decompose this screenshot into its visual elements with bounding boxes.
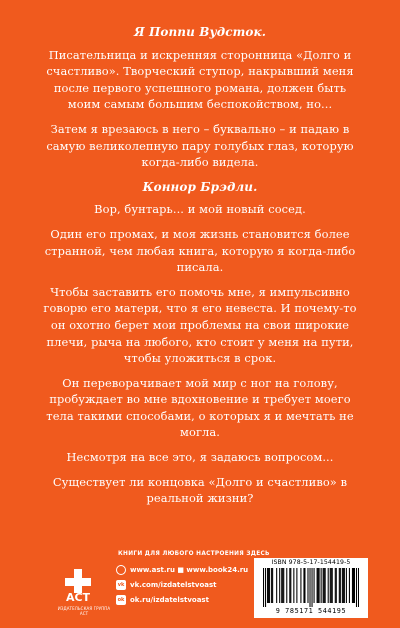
barcode-bar <box>314 568 315 603</box>
barcode-bar <box>281 568 282 603</box>
barcode-bar <box>336 568 337 603</box>
heading-line: Я Поппи Вудсток. <box>133 25 267 39</box>
barcode-bar <box>304 568 305 603</box>
barcode-bar <box>263 568 264 607</box>
barcode-bar <box>335 568 336 603</box>
vk-icon: vk <box>117 581 125 588</box>
barcode-bar <box>330 568 331 603</box>
publisher-links <box>116 562 266 607</box>
publisher-footer <box>54 560 254 616</box>
barcode-digits: 9 785171 544195 <box>275 607 347 615</box>
barcode-bar <box>318 568 319 603</box>
annotation-text <box>40 24 360 515</box>
body-paragraph: Он переворачивает мой мир с ног на голову, пробуждает во мне вдохновение и требует моего тела такими способами, о которых я и мечтать не могла. <box>46 375 354 440</box>
barcode-bar <box>328 568 329 603</box>
publisher-link[interactable] <box>116 577 266 592</box>
barcode-bar <box>332 568 333 603</box>
barcode-bar <box>343 568 344 603</box>
barcode-bar <box>290 568 291 603</box>
barcode-bar <box>346 568 347 603</box>
publisher-link[interactable] <box>116 592 266 607</box>
barcode-bar <box>353 568 354 603</box>
barcode-bar <box>293 568 294 603</box>
barcode-bar <box>358 568 359 607</box>
heading-line: Коннор Брэдли. <box>142 179 258 194</box>
barcode-bar <box>272 568 273 603</box>
barcode-bar <box>356 568 357 607</box>
body-paragraph: Затем я врезаюсь в него – буквально – и падаю в самую великолепную пару голубых глаз, которую когда-либо видела. <box>46 121 354 170</box>
barcode-bar <box>349 568 350 603</box>
body-paragraph: Вор, бунтарь... и мой новый сосед. <box>94 202 306 217</box>
barcode-bar <box>296 568 297 603</box>
body-paragraph: Один его промах, и моя жизнь становится более странной, чем любая книга, которую я когда-либо писала. <box>44 226 356 275</box>
barcode-bar <box>324 568 325 603</box>
barcode-bar <box>323 568 324 603</box>
barcode-panel <box>254 558 368 618</box>
barcode-bar <box>267 568 268 603</box>
barcode-bar <box>317 568 318 603</box>
publisher-link-text: www.ast.ru ■ www.book24.ru <box>130 565 249 574</box>
barcode-bar <box>331 568 332 603</box>
publisher-link[interactable] <box>116 562 266 577</box>
barcode <box>263 568 359 607</box>
publisher-link-text: ok.ru/izdatelstvoast <box>130 595 209 604</box>
publisher-link-text: vk.com/izdatelstvoast <box>130 580 217 589</box>
barcode-bar <box>283 568 284 603</box>
globe-icon <box>116 565 126 575</box>
barcode-bar <box>271 568 272 603</box>
barcode-bar <box>286 568 287 603</box>
barcode-bar <box>321 568 322 603</box>
barcode-bar <box>339 568 340 603</box>
publisher-tagline: КНИГИ ДЛЯ ЛЮБОГО НАСТРОЕНИЯ ЗДЕСЬ <box>118 551 270 557</box>
body-paragraph: Несмотря на все это, я задаюсь вопросом... <box>66 450 334 465</box>
barcode-bar <box>300 568 301 603</box>
barcode-bar <box>268 568 269 603</box>
barcode-bar <box>282 568 283 603</box>
barcode-bar <box>265 568 266 607</box>
barcode-bar <box>325 568 326 603</box>
barcode-bar <box>342 568 343 603</box>
barcode-bar <box>319 568 320 603</box>
body-paragraph: Писательница и искренняя сторонница «Долго и счастливо». Творческий ступор, накрывший меня после первого успешного романа, должен быть моим самым большим беспокойством, но... <box>46 47 354 112</box>
publisher-caption: ИЗДАТЕЛЬСКАЯ ГРУППА АСТ <box>57 606 111 616</box>
barcode-bar <box>307 568 308 603</box>
barcode-bar <box>354 568 355 603</box>
isbn-label: ISBN 978-5-17-154419-5 <box>271 559 351 566</box>
body-paragraph: Чтобы заставить его помочь мне, я импульсивно говорю его матери, что я его невеста. И почему-то он охотно берет мои проблемы на свои широкие плечи, рыча на любого, кто стоит у меня на пути, чтобы уложиться в срок. <box>43 284 357 366</box>
barcode-bar <box>312 568 313 607</box>
ok-icon: ok <box>117 596 125 603</box>
body-paragraph: Существует ли концовка «Долго и счастливо» в реальной жизни? <box>52 474 348 506</box>
barcode-bar <box>279 568 280 603</box>
barcode-bar <box>269 568 270 603</box>
barcode-bar <box>309 568 310 607</box>
ast-logo-icon <box>60 566 100 606</box>
barcode-bar <box>344 568 345 603</box>
barcode-bar <box>340 568 341 603</box>
barcode-bar <box>289 568 290 603</box>
ast-logo-text: АСТ <box>65 591 91 604</box>
barcode-bar <box>352 568 353 603</box>
barcode-bar <box>303 568 304 603</box>
barcode-bar <box>276 568 277 603</box>
